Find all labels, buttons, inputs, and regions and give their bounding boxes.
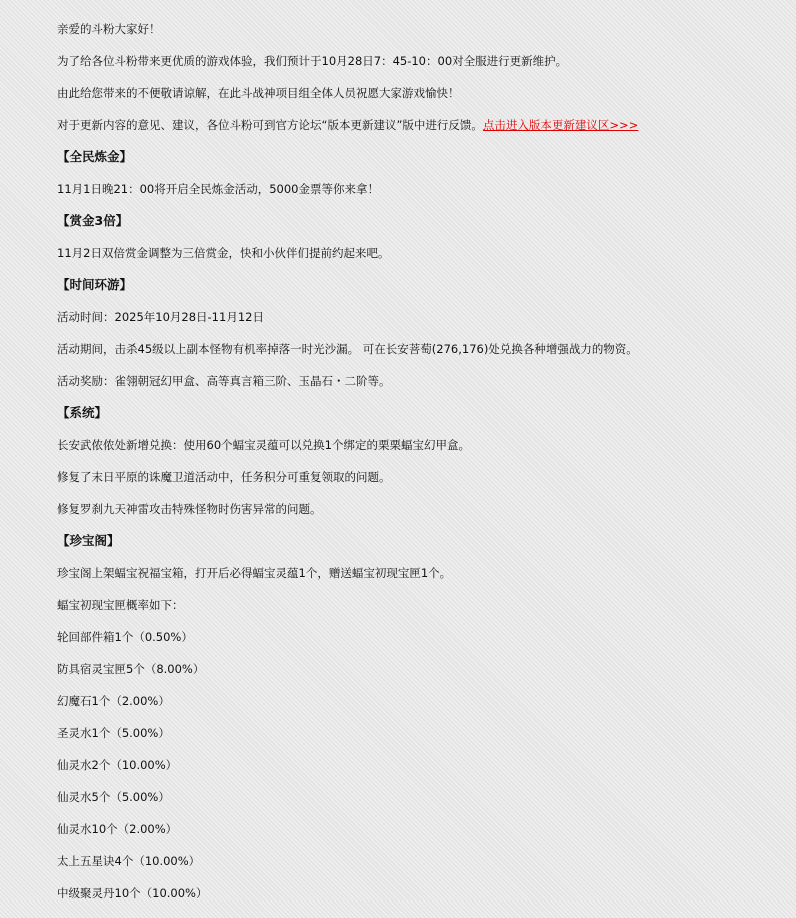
system-line: 修复了末日平原的诛魔卫道活动中，任务积分可重复领取的问题。 [57,470,391,484]
section-heading-time-trip: 【时间环游】 [57,277,133,292]
maintenance-text: 为了给各位斗粉带来更优质的游戏体验，我们预计于10月28日7：45-10：00对全服进行更新维护。 [57,54,568,68]
section-heading-system: 【系统】 [57,405,108,420]
feedback-paragraph [57,118,787,132]
time-trip-description: 活动期间，击杀45级以上副本怪物有机率掉落一时光沙漏。 可在长安菩萄(276,176)处兑换各种增强战力的物资。 [57,342,638,356]
treasure-item: 仙灵水5个（5.00%） [57,790,170,804]
feedback-text: 对于更新内容的意见、建议，各位斗粉可到官方论坛“版本更新建议”版中进行反馈。 [57,118,483,132]
section-heading-bounty: 【赏金3倍】 [57,213,129,228]
treasure-item: 中级聚灵丹10个（10.00%） [57,886,208,900]
feedback-forum-link[interactable]: 点击进入版本更新建议区>>> [482,118,639,132]
system-line: 长安武侬侬处新增兑换：使用60个蝠宝灵蕴可以兑换1个绑定的栗栗蝠宝幻甲盒。 [57,438,470,452]
section-heading-alchemy: 【全民炼金】 [57,149,133,164]
treasure-probability-title: 蝠宝初现宝匣概率如下： [57,598,184,612]
treasure-intro: 珍宝阁上架蝠宝祝福宝箱，打开后必得蝠宝灵蕴1个，赠送蝠宝初现宝匣1个。 [57,566,452,580]
treasure-item: 幻魔石1个（2.00%） [57,694,170,708]
treasure-item: 仙灵水10个（2.00%） [57,822,178,836]
announcement-body [57,22,787,918]
treasure-item: 防具宿灵宝匣5个（8.00%） [57,662,205,676]
treasure-item: 仙灵水2个（10.00%） [57,758,178,772]
system-line: 修复罗刹九天神雷攻击特殊怪物时伤害异常的问题。 [57,502,322,516]
alchemy-line: 11月1日晚21：00将开启全民炼金活动，5000金票等你来拿！ [57,182,379,196]
section-heading-treasure: 【珍宝阁】 [57,533,120,548]
treasure-item: 太上五星诀4个（10.00%） [57,854,201,868]
treasure-item: 轮回部件箱1个（0.50%） [57,630,193,644]
treasure-item: 圣灵水1个（5.00%） [57,726,170,740]
time-trip-rewards: 活动奖励：雀翎朝冠幻甲盒、高等真言箱三阶、玉晶石・二阶等。 [57,374,391,388]
bounty-line: 11月2日双倍赏金调整为三倍赏金，快和小伙伴们提前约起来吧。 [57,246,390,260]
apology-text: 由此给您带来的不便敬请谅解，在此斗战神项目组全体人员祝愿大家游戏愉快！ [57,86,460,100]
time-trip-period: 活动时间：2025年10月28日-11月12日 [57,310,264,324]
greeting-text: 亲爱的斗粉大家好！ [57,22,161,36]
